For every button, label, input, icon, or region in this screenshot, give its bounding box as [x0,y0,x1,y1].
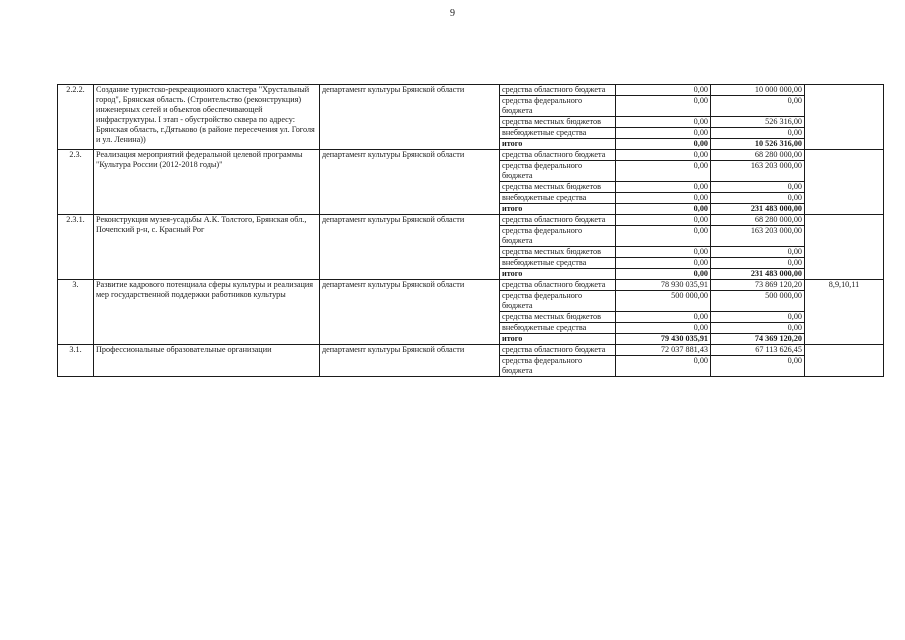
indicator-code-cell [805,150,884,215]
amount-cell-2: 10 526 316,00 [711,139,805,150]
amount-cell-1: 0,00 [616,323,711,334]
amount-cell-2: 0,00 [711,312,805,323]
executor-cell: департамент культуры Брянской области [320,150,500,215]
amount-cell-1: 0,00 [616,128,711,139]
funding-source-cell: средства федерального бюджета [500,96,616,117]
amount-cell-2: 10 000 000,00 [711,85,805,96]
funding-source-cell: итого [500,139,616,150]
funding-source-cell: средства областного бюджета [500,280,616,291]
amount-cell-1: 78 930 035,91 [616,280,711,291]
item-number-cell: 2.2.2. [58,85,94,150]
amount-cell-1: 500 000,00 [616,291,711,312]
table-row [58,280,884,291]
amount-cell-2: 0,00 [711,182,805,193]
indicator-code-cell [805,215,884,280]
funding-source-cell: внебюджетные средства [500,258,616,269]
amount-cell-2: 163 203 000,00 [711,161,805,182]
item-name-cell: Создание туристско-рекреационного кластера "Хрустальный город", Брянская область. (Строительство (реконструкция) инженерных сетей и объектов обеспечивающей инфраструктуры. I этап - обустройство сквера по адресу: Брянская область, г.Дятьково (в районе пересечения ул. Гоголя и ул. Ленина)) [94,85,320,150]
funding-source-cell: внебюджетные средства [500,193,616,204]
amount-cell-1: 0,00 [616,139,711,150]
funding-source-cell: средства областного бюджета [500,345,616,356]
amount-cell-2: 74 369 120,20 [711,334,805,345]
amount-cell-1: 0,00 [616,215,711,226]
amount-cell-1: 0,00 [616,247,711,258]
funding-source-cell: средства областного бюджета [500,150,616,161]
funding-source-cell: средства федерального бюджета [500,291,616,312]
amount-cell-2: 0,00 [711,193,805,204]
amount-cell-2: 67 113 626,45 [711,345,805,356]
item-number-cell: 2.3. [58,150,94,215]
amount-cell-1: 0,00 [616,226,711,247]
amount-cell-2: 68 280 000,00 [711,150,805,161]
amount-cell-1: 0,00 [616,161,711,182]
amount-cell-2: 231 483 000,00 [711,204,805,215]
item-name-cell: Реконструкция музея-усадьбы А.К. Толстого, Брянская обл., Почепский р-н, с. Красный Рог [94,215,320,280]
table-row [58,150,884,161]
amount-cell-1: 0,00 [616,96,711,117]
funding-source-cell: средства областного бюджета [500,215,616,226]
amount-cell-2: 0,00 [711,247,805,258]
item-name-cell: Развитие кадрового потенциала сферы культуры и реализация мер государственной поддержки работников культуры [94,280,320,345]
executor-cell: департамент культуры Брянской области [320,345,500,377]
amount-cell-1: 0,00 [616,356,711,377]
amount-cell-2: 163 203 000,00 [711,226,805,247]
amount-cell-2: 0,00 [711,258,805,269]
executor-cell: департамент культуры Брянской области [320,280,500,345]
item-number-cell: 3.1. [58,345,94,377]
funding-source-cell: средства местных бюджетов [500,182,616,193]
funding-source-cell: внебюджетные средства [500,323,616,334]
amount-cell-1: 0,00 [616,85,711,96]
amount-cell-1: 0,00 [616,182,711,193]
funding-source-cell: средства федерального бюджета [500,161,616,182]
funding-source-cell: средства местных бюджетов [500,312,616,323]
amount-cell-2: 0,00 [711,356,805,377]
amount-cell-2: 73 869 120,20 [711,280,805,291]
funding-source-cell: итого [500,334,616,345]
amount-cell-1: 0,00 [616,193,711,204]
amount-cell-1: 0,00 [616,312,711,323]
item-number-cell: 2.3.1. [58,215,94,280]
amount-cell-1: 0,00 [616,150,711,161]
table-row [58,345,884,356]
amount-cell-2: 68 280 000,00 [711,215,805,226]
funding-source-cell: средства федерального бюджета [500,226,616,247]
executor-cell: департамент культуры Брянской области [320,85,500,150]
amount-cell-2: 526 316,00 [711,117,805,128]
amount-cell-1: 79 430 035,91 [616,334,711,345]
funding-source-cell: средства федерального бюджета [500,356,616,377]
amount-cell-2: 500 000,00 [711,291,805,312]
item-number-cell: 3. [58,280,94,345]
funding-source-cell: средства местных бюджетов [500,247,616,258]
executor-cell: департамент культуры Брянской области [320,215,500,280]
amount-cell-1: 0,00 [616,269,711,280]
amount-cell-1: 0,00 [616,204,711,215]
table-row [58,215,884,226]
item-name-cell: Профессиональные образовательные организации [94,345,320,377]
item-name-cell: Реализация мероприятий федеральной целевой программы "Культура России (2012-2018 годы)" [94,150,320,215]
funding-source-cell: итого [500,269,616,280]
indicator-code-cell: 8,9,10,11 [805,280,884,345]
indicator-code-cell [805,345,884,377]
funding-source-cell: средства областного бюджета [500,85,616,96]
amount-cell-2: 231 483 000,00 [711,269,805,280]
amount-cell-2: 0,00 [711,128,805,139]
table-row [58,85,884,96]
indicator-code-cell [805,85,884,150]
funding-source-cell: итого [500,204,616,215]
funding-source-cell: средства местных бюджетов [500,117,616,128]
page-number: 9 [450,8,455,19]
program-funding-table [57,84,884,377]
amount-cell-1: 72 037 881,43 [616,345,711,356]
amount-cell-1: 0,00 [616,258,711,269]
amount-cell-2: 0,00 [711,323,805,334]
amount-cell-1: 0,00 [616,117,711,128]
amount-cell-2: 0,00 [711,96,805,117]
funding-source-cell: внебюджетные средства [500,128,616,139]
